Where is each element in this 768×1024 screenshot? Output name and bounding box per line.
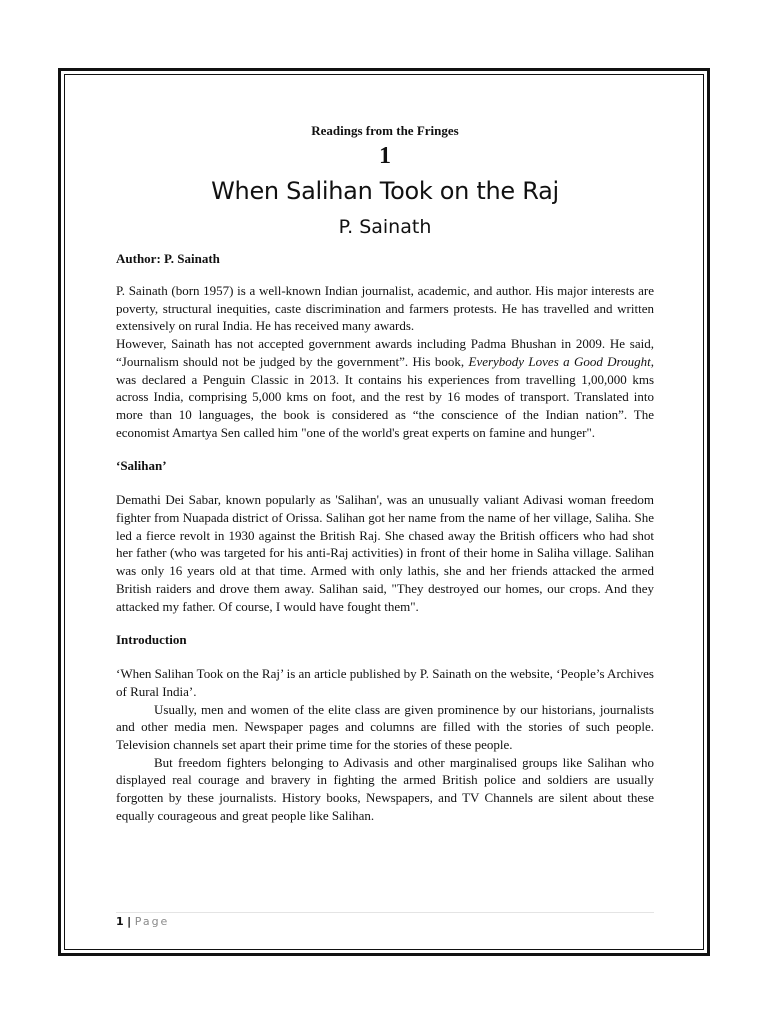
salihan-paragraph: Demathi Dei Sabar, known popularly as 'Salihan', was an unusually valiant Adivasi woman freedom fighter from Nuapada district of Orissa. Salihan got her name from the name of her village, Saliha. She led a fierce revolt in 1930 against the British Raj. She chased away the British officers who had shot her father (who was targeted for his anti-Raj activities) in front of their home in Saliha village. Salihan was only 16 years old at that time. Armed with only lathis, she and her friends attacked the armed British raiders and drove them away. Salihan said, "They destroyed our homes, our crops. And they attacked my father. Of course, I would have fought them". (116, 492, 654, 614)
introduction-paragraph-3: But freedom fighters belonging to Adivasis and other marginalised groups like Salihan who displayed real courage and bravery in fighting the armed British police and soldiers are usually forgotten by these journalists. History books, Newspapers, and TV Channels are silent about these equally courageous and great people like Salihan. (116, 754, 654, 823)
page-number: 1 (116, 915, 124, 928)
book-title: Everybody Loves a Good Drought (468, 353, 651, 369)
introduction-paragraph-2: Usually, men and women of the elite class are given prominence by our historians, journalists and other media men. Newspaper pages and columns are filled with the stories of such people. Television channels set apart their prime time for the stories of these people. (116, 701, 654, 753)
author-paragraph-2-start: However, Sainath has not accepted government awards including Padma Bhushan in 2009. He said, “Journalism should not be judged by the government”. His book, (116, 336, 654, 369)
document-page (116, 120, 654, 825)
author-paragraph-2-end: , was declared a Penguin Classic in 2013. It contains his experiences from travelling 1,00,000 kms across India, comprising 5,000 kms on foot, and the rest by 16 modes of transport. Translated into more than 10 languages, the book is considered as “the conscience of the Indian nation”. The economist Amartya Sen called him "one of the world's great experts on famine and hunger". (116, 353, 654, 440)
author-byline: P. Sainath (338, 216, 432, 238)
introduction-paragraph-1: ‘When Salihan Took on the Raj’ is an article published by P. Sainath on the website, ‘People’s Archives of Rural India’. (116, 666, 654, 699)
page-footer (116, 915, 169, 928)
salihan-heading: ‘Salihan’ (116, 458, 167, 474)
page-separator: | (127, 915, 132, 928)
introduction-heading: Introduction (116, 632, 187, 648)
page-title: When Salihan Took on the Raj (211, 177, 559, 205)
author-label: Author: P. Sainath (116, 251, 220, 266)
chapter-number: 1 (379, 143, 391, 169)
author-paragraph-1: P. Sainath (born 1957) is a well-known Indian journalist, academic, and author. His major interests are poverty, structural inequities, caste discrimination and farmers protests. He has travelled and written extensively on rural India. He has received many awards. (116, 283, 654, 334)
author-paragraph-2 (116, 335, 654, 441)
page-word: Page (134, 915, 170, 928)
series-title: Readings from the Fringes (311, 123, 459, 138)
footer-rule (116, 912, 654, 913)
